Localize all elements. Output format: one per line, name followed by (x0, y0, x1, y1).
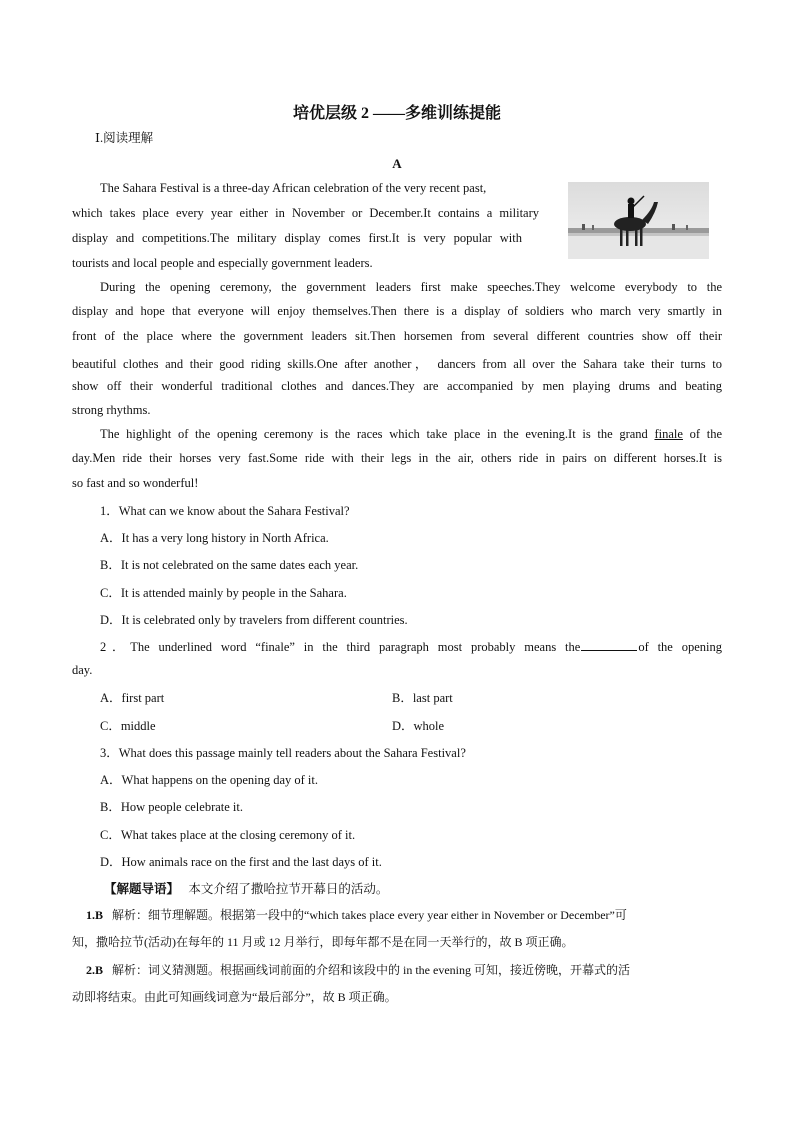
question-3-option-c: C．What takes place at the closing ceremony of it. (100, 828, 356, 842)
paragraph-3-line-1: The highlight of the opening ceremony is the races which take place in the evening.It is the grand finale of the (100, 427, 722, 441)
paragraph-2-line-4: beautiful clothes and their good riding skills.One after another， dancers from all over the Sahara take their turns to (72, 357, 722, 371)
paragraph-2-line-1: During the opening ceremony, the government leaders first make speeches.They welcome everybody to the (100, 280, 722, 294)
question-2-stem-line-2: day. (72, 663, 93, 677)
question-2-option-c: C．middle (100, 719, 156, 733)
question-1-option-b: B．It is not celebrated on the same dates each year. (100, 558, 359, 572)
question-3-option-d: D．How animals race on the first and the last days of it. (100, 855, 382, 869)
paragraph-3-line-3: so fast and so wonderful! (72, 476, 199, 490)
question-2-option-a: A．first part (100, 691, 165, 705)
question-2-option-d: D．whole (392, 719, 445, 733)
answer-blank (581, 640, 637, 651)
answer-1-line-1: 1.B 解析：细节理解题。根据第一段中的“which takes place every year either in November or December”可 (86, 908, 627, 922)
guide-text: 本文介绍了撒哈拉节开幕日的活动。 (188, 882, 389, 896)
paragraph-2-line-5: show off their wonderful traditional clothes and dances.They are accompanied by men playing drums and beating (72, 379, 722, 393)
question-1-stem: 1．What can we know about the Sahara Festival? (100, 504, 350, 518)
answer-2-line-2: 动即将结束。由此可知画线词意为“最后部分”，故 B 项正确。 (72, 990, 397, 1004)
question-1-option-c: C．It is attended mainly by people in the Sahara. (100, 586, 347, 600)
paragraph-2-line-3: front of the place where the government leaders sit.Then horsemen from several different countries show off their (72, 329, 722, 343)
paragraph-1-line-4: tourists and local people and especially government leaders. (72, 256, 373, 270)
underlined-word: finale (654, 427, 683, 441)
answer-1-number: 1.B (86, 908, 104, 922)
paragraph-2-line-2: display and hope that everyone will enjoy themselves.Then there is a display of soldiers who march very smartly in (72, 304, 722, 318)
paragraph-3-line-2: day.Men ride their horses very fast.Some ride with their legs in the air, others ride in pairs on different horses.It is (72, 451, 722, 465)
question-3-stem: 3．What does this passage mainly tell readers about the Sahara Festival? (100, 746, 466, 760)
paragraph-1-line-1: The Sahara Festival is a three-day African celebration of the very recent past, (100, 181, 487, 195)
question-1-option-d: D．It is celebrated only by travelers from different countries. (100, 613, 408, 627)
question-3-option-a: A．What happens on the opening day of it. (100, 773, 319, 787)
camel-rider-photo (568, 182, 709, 259)
question-3-option-b: B．How people celebrate it. (100, 800, 244, 814)
paragraph-1-line-2: which takes place every year either in November or December.It contains a military (72, 206, 539, 220)
paragraph-1-line-3: display and competitions.The military display comes first.It is very popular with (72, 231, 522, 245)
paragraph-2-line-6: strong rhythms. (72, 403, 151, 417)
answer-2-line-1: 2.B 解析：词义猜测题。根据画线词前面的介绍和该段中的 in the evening 可知，接近傍晚，开幕式的活 (86, 963, 630, 977)
section-heading: Ⅰ.阅读理解 (95, 131, 154, 145)
question-1-option-a: A．It has a very long history in North Africa. (100, 531, 329, 545)
answer-2-number: 2.B (86, 963, 104, 977)
question-2-option-b: B．last part (392, 691, 453, 705)
guide-label: 【解题导语】 (104, 882, 180, 896)
page-title: 培优层级 2 ——多维训练提能 (292, 105, 501, 122)
answer-1-line-2: 知，撒哈拉节(活动)在每年的 11 月或 12 月举行，即每年都不是在同一天举行的，故 B 项正确。 (72, 935, 574, 949)
question-2-stem: 2．The underlined word “finale” in the third paragraph most probably means the of the opening (100, 640, 722, 654)
solution-guide (104, 879, 388, 897)
passage-label: A (392, 156, 402, 171)
